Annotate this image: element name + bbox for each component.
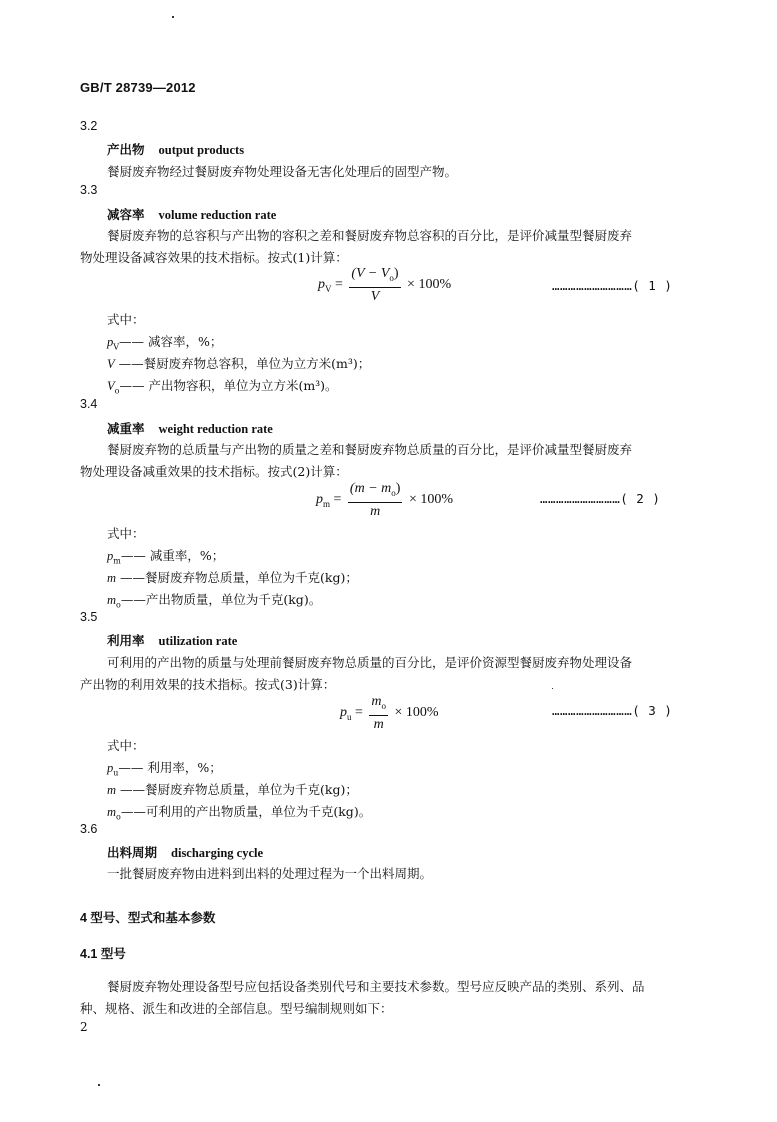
formula-2-lhs: p xyxy=(316,492,323,508)
symbol: m xyxy=(107,805,117,819)
term-en: weight reduction rate xyxy=(158,422,273,436)
symbol-desc: —— 减重率，%； xyxy=(120,548,225,563)
term-3-3 xyxy=(107,205,276,223)
page-number: 2 xyxy=(80,1020,88,1034)
standard-code-header: GB/T 28739—2012 xyxy=(80,80,196,95)
symbol-row xyxy=(107,568,358,588)
formula-2: $p_m$ = $\frac{(m - m_o)}{m}$ × 100% xyxy=(316,481,453,519)
symbol-sub: u xyxy=(113,768,119,778)
definition-3-4-line2: 物处理设备减重效果的技术指标。按式(2)计算： xyxy=(80,464,348,479)
symbol-row xyxy=(107,354,370,374)
section-4-heading: 4 型号、型式和基本参数 xyxy=(80,911,216,925)
scan-speck xyxy=(552,688,553,689)
symbol-row xyxy=(107,590,321,610)
definition-3-5-line2: 产出物的利用效果的技术指标。按式(3)计算： xyxy=(80,677,336,692)
symbol-row xyxy=(107,780,358,800)
clause-number-3-6: 3.6 xyxy=(80,822,98,836)
section-4-1-text-line1: 餐厨废弃物处理设备型号应包括设备类别代号和主要技术参数。型号应反映产品的类别、系列、品 xyxy=(107,979,645,994)
symbol: m xyxy=(107,593,117,607)
symbol: p xyxy=(107,761,114,775)
equation-number-2: …………………………( 2 ) xyxy=(540,491,661,506)
definition-3-2: 餐厨废弃物经过餐厨废弃物处理设备无害化处理后的固型产物。 xyxy=(107,164,458,179)
symbol: m xyxy=(107,571,117,585)
symbol-desc: —— 减容率，%； xyxy=(119,334,223,349)
formula-3: $p_u$ = $\frac{m_o}{m}$ × 100% xyxy=(340,694,439,732)
term-3-5 xyxy=(107,631,237,649)
term-3-6 xyxy=(107,843,263,861)
formula-1-denominator: V xyxy=(370,288,380,304)
formula-1-tail: × 100% xyxy=(407,277,452,293)
formula-2-numerator-close: ) xyxy=(395,481,401,496)
formula-3-fraction xyxy=(369,694,388,732)
term-cn: 减容率 xyxy=(107,207,145,222)
symbol-sub: m xyxy=(113,556,121,566)
symbol-desc: ——产出物质量，单位为千克(kg)。 xyxy=(120,592,322,607)
symbol-row xyxy=(107,376,338,396)
symbol: V xyxy=(107,357,115,371)
formula-1-numerator-sub: o xyxy=(389,272,394,283)
definition-3-6: 一批餐厨废弃物由进料到出料的处理过程为一个出料周期。 xyxy=(107,866,433,881)
definition-3-5-line1: 可利用的产出物的质量与处理前餐厨废弃物总质量的百分比，是评价资源型餐厨废弃物处理设备 xyxy=(107,655,633,670)
scan-speck xyxy=(172,16,174,18)
symbol-desc: ——餐厨废弃物总质量，单位为千克(kg)； xyxy=(116,570,358,585)
definition-3-3-line2: 物处理设备减容效果的技术指标。按式(1)计算： xyxy=(80,250,348,265)
symbol-row xyxy=(107,332,222,352)
symbol-desc: —— 产出物容积，单位为立方米(m³)。 xyxy=(119,378,338,393)
term-en: output products xyxy=(158,143,245,157)
formula-2-numerator-sub: o xyxy=(391,487,396,498)
symbol: m xyxy=(107,783,117,797)
formula-3-tail: × 100% xyxy=(394,705,439,721)
formula-3-denominator: m xyxy=(373,716,384,732)
term-cn: 出料周期 xyxy=(107,845,158,860)
symbol-sub: V xyxy=(113,342,120,352)
term-cn: 减重率 xyxy=(107,421,145,436)
term-cn: 利用率 xyxy=(107,633,145,648)
formula-3-numerator: m xyxy=(371,694,382,709)
definition-3-3-line1: 餐厨废弃物的总容积与产出物的容积之差和餐厨废弃物总容积的百分比，是评价减量型餐厨废弃 xyxy=(107,228,633,243)
symbol-row xyxy=(107,802,371,822)
symbol: V xyxy=(107,379,115,393)
formula-3-lhs: p xyxy=(340,705,347,721)
term-en: discharging cycle xyxy=(171,846,264,860)
symbol-desc: ——可利用的产出物质量，单位为千克(kg)。 xyxy=(120,804,372,819)
term-3-2 xyxy=(107,140,244,158)
symbol-row xyxy=(107,546,224,566)
formula-1-fraction xyxy=(349,266,400,304)
formula-1-lhs: p xyxy=(318,277,325,293)
formula-1-numerator-close: ) xyxy=(393,266,399,281)
where-label-1: 式中： xyxy=(107,312,145,327)
clause-number-3-5: 3.5 xyxy=(80,610,98,624)
formula-2-fraction xyxy=(348,481,403,519)
clause-number-3-4: 3.4 xyxy=(80,397,98,411)
formula-2-denominator: m xyxy=(370,503,381,519)
where-label-3: 式中： xyxy=(107,738,145,753)
formula-2-tail: × 100% xyxy=(408,492,453,508)
symbol-desc: ——餐厨废弃物总容积，单位为立方米(m³)； xyxy=(114,356,371,371)
clause-number-3-3: 3.3 xyxy=(80,183,98,197)
formula-1-lhs-sub: V xyxy=(325,283,332,294)
where-label-2: 式中： xyxy=(107,526,145,541)
symbol-desc: ——餐厨废弃物总质量，单位为千克(kg)； xyxy=(116,782,358,797)
definition-3-4-line1: 餐厨废弃物的总质量与产出物的质量之差和餐厨废弃物总质量的百分比，是评价减量型餐厨废弃 xyxy=(107,442,633,457)
symbol: p xyxy=(107,549,114,563)
equation-number-1: …………………………( 1 ) xyxy=(552,278,673,293)
clause-number-3-2: 3.2 xyxy=(80,119,98,133)
formula-2-lhs-sub: m xyxy=(323,498,331,509)
formula-1: $p_V$ = $\frac{(V - V_o)}{V}$ × 100% xyxy=(318,266,452,304)
scan-speck xyxy=(98,1084,100,1086)
equation-number-3: …………………………( 3 ) xyxy=(552,703,673,718)
symbol-sub: o xyxy=(116,812,121,822)
formula-3-numerator-sub: o xyxy=(381,700,387,711)
term-3-4 xyxy=(107,419,273,437)
formula-3-lhs-sub: u xyxy=(347,711,352,722)
formula-2-numerator: (m − m xyxy=(349,481,392,496)
section-4-1-text-line2: 种、规格、派生和改进的全部信息。型号编制规则如下： xyxy=(80,1001,393,1016)
symbol-sub: o xyxy=(114,386,120,396)
term-cn: 产出物 xyxy=(107,142,145,157)
symbol-row xyxy=(107,758,222,778)
term-en: volume reduction rate xyxy=(158,208,277,222)
symbol: p xyxy=(107,335,114,349)
formula-1-numerator: (V − V xyxy=(351,266,390,281)
section-4-1-heading: 4.1 型号 xyxy=(80,947,126,961)
symbol-sub: o xyxy=(116,600,121,610)
symbol-desc: —— 利用率，%； xyxy=(118,760,222,775)
term-en: utilization rate xyxy=(158,634,238,648)
